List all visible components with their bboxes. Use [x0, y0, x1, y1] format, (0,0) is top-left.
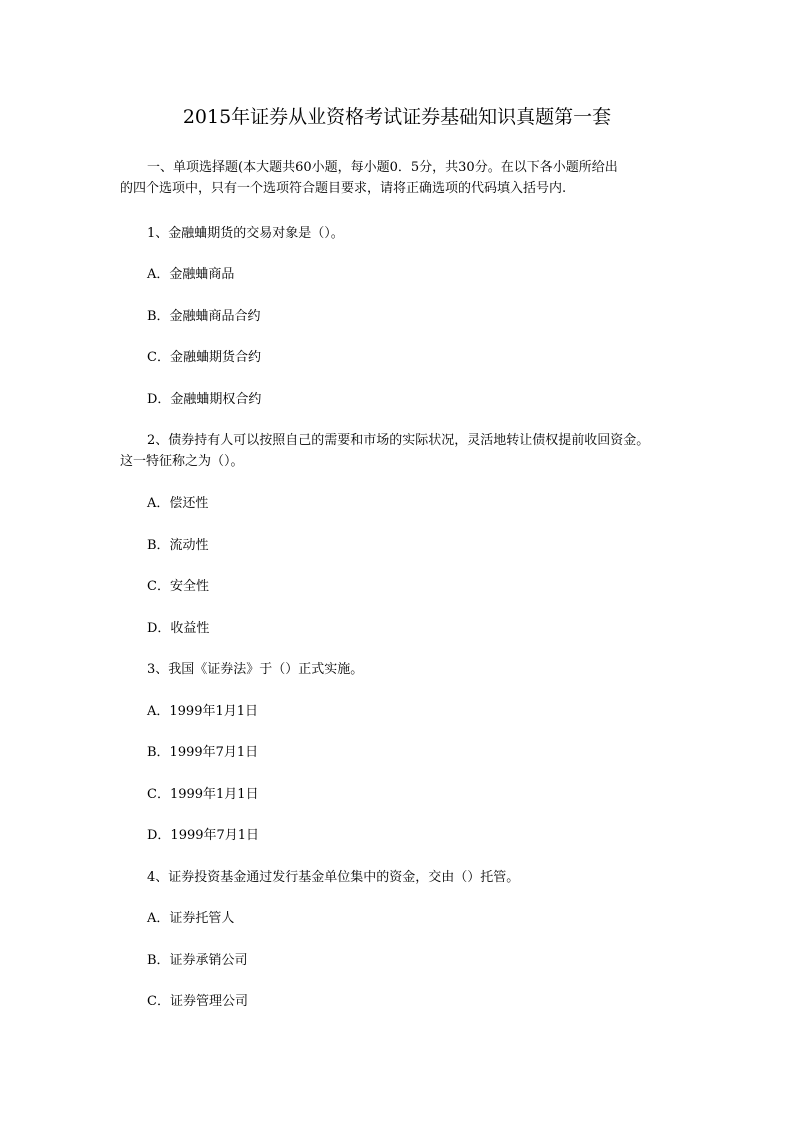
question-2-stem-line-1: 2、债券持有人可以按照自己的需要和市场的实际状况，灵活地转让债权提前收回资金。 [147, 433, 650, 448]
question-1-option-a: A．金融蛐商品 [147, 267, 235, 282]
question-4-option-b: B．证券承销公司 [147, 953, 248, 968]
question-3-option-c: C．1999年1月1日 [147, 787, 259, 802]
instructions-line-1: 一、单项选择题(本大题共60小题，每小题0．5分，共30分。在以下各小题所给出 [147, 160, 618, 175]
page-title: 2015年证券从业资格考试证券基础知识真题第一套 [182, 106, 612, 128]
question-2-option-c: C．安全性 [147, 579, 209, 594]
question-4-option-a: A．证券托管人 [147, 911, 235, 926]
question-3-option-b: B．1999年7月1日 [147, 745, 259, 760]
question-4-option-c: C．证券管理公司 [147, 994, 248, 1009]
question-4-stem: 4、证券投资基金通过发行基金单位集中的资金，交由（）托管。 [147, 870, 520, 885]
question-2-stem-line-2: 这一特征称之为（）。 [120, 454, 244, 469]
instructions-line-2: 的四个选项中，只有一个选项符合题目要求，请将正确选项的代码填入括号内. [120, 181, 567, 196]
question-2-option-b: B．流动性 [147, 538, 209, 553]
question-3-option-d: D．1999年7月1日 [147, 828, 260, 843]
question-3-stem: 3、我国《证券法》于（）正式实施。 [147, 662, 364, 677]
question-3-option-a: A．1999年1月1日 [147, 704, 259, 719]
question-2-option-d: D．收益性 [147, 621, 210, 636]
question-1-stem: 1、金融蛐期货的交易对象是（）。 [147, 226, 344, 241]
question-1-option-d: D．金融蛐期权合约 [147, 392, 262, 407]
question-1-option-c: C．金融蛐期货合约 [147, 350, 261, 365]
question-1-option-b: B．金融蛐商品合约 [147, 309, 261, 324]
question-2-option-a: A．偿还性 [147, 496, 209, 511]
